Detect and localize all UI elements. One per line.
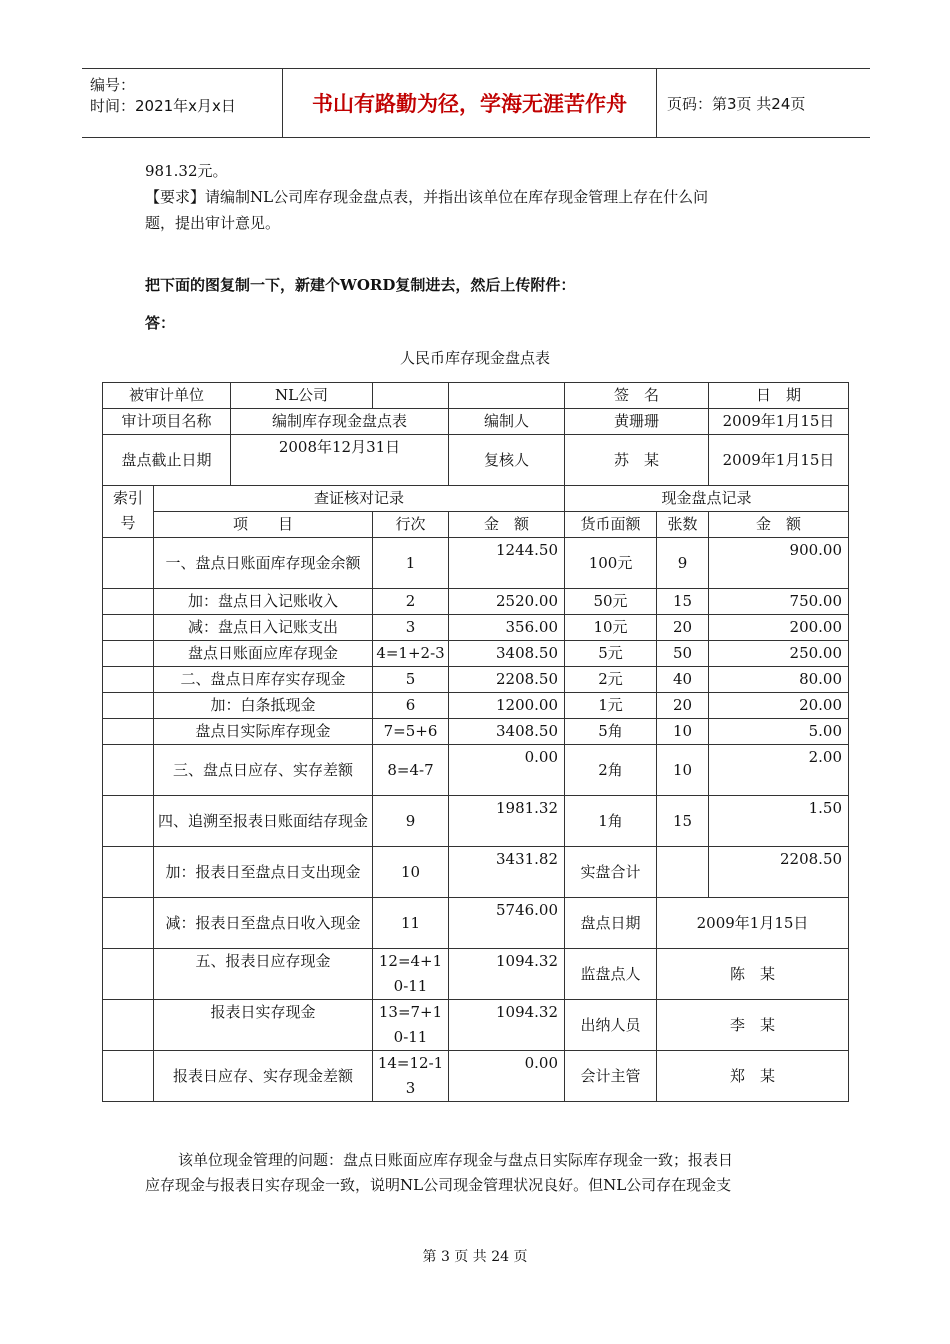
denom-cell: 5元 (565, 641, 657, 667)
index-cell (103, 641, 154, 667)
table-row (103, 1000, 849, 1051)
sheets-cell: 15 (657, 589, 709, 615)
answer-label: 答： (145, 314, 176, 332)
item-cell: 减：报表日至盘点日收入现金 (154, 898, 373, 949)
check-section-label: 查证核对记录 (154, 486, 565, 512)
denom-cell: 1角 (565, 796, 657, 847)
table-row (103, 693, 849, 719)
signoff-label: 会计主管 (565, 1051, 657, 1102)
item-cell: 二、盘点日库存实存现金 (154, 667, 373, 693)
item-cell: 加：盘点日入记账收入 (154, 589, 373, 615)
item-cell: 减：盘点日入记账支出 (154, 615, 373, 641)
item-cell: 报表日实存现金 (154, 1000, 373, 1051)
signoff-value: 李 某 (657, 1000, 849, 1051)
table-row (103, 898, 849, 949)
number-label: 编号： (90, 76, 136, 94)
header-meta (82, 69, 283, 137)
index-cell (103, 847, 154, 898)
table-row (103, 615, 849, 641)
sheets-cell: 20 (657, 615, 709, 641)
amount-cell: 3408.50 (449, 641, 565, 667)
analysis-line-2: 应存现金与报表日实存现金一致，说明NL公司现金管理状况良好。但NL公司存在现金支 (145, 1176, 732, 1194)
sheets-cell: 50 (657, 641, 709, 667)
signoff-value: 郑 某 (657, 1051, 849, 1102)
col-sheets-header: 张数 (657, 512, 709, 538)
header-page-label: 页码：第3页 共24页 (667, 94, 806, 113)
amount-cell: 0.00 (449, 1051, 565, 1102)
signoff-label: 出纳人员 (565, 1000, 657, 1051)
amount2-cell: 1.50 (709, 796, 849, 847)
amount2-cell: 200.00 (709, 615, 849, 641)
line-cell: 2 (373, 589, 449, 615)
index-cell (103, 667, 154, 693)
index-cell (103, 949, 154, 1000)
table-title: 人民币库存现金盘点表 (399, 349, 550, 367)
col-amount-header: 金 额 (449, 512, 565, 538)
time-label: 时间：2021年x月x日 (90, 97, 236, 115)
body-line-2: 【要求】请编制NL公司库存现金盘点表，并指出该单位在库存现金管理上存在什么问 (145, 188, 709, 206)
item-cell: 加：白条抵现金 (154, 693, 373, 719)
signoff-value: 2009年1月15日 (657, 898, 849, 949)
col-line-header: 行次 (373, 512, 449, 538)
reviewer-value: 苏 某 (565, 435, 709, 486)
index-cell (103, 1051, 154, 1102)
analysis-line-1: 该单位现金管理的问题：盘点日账面应库存现金与盘点日实际库存现金一致；报表日 (178, 1151, 734, 1169)
line-cell: 5 (373, 667, 449, 693)
amount2-cell: 80.00 (709, 667, 849, 693)
signoff-label: 盘点日期 (565, 898, 657, 949)
col-denom-header: 货币面额 (565, 512, 657, 538)
table-row (103, 847, 849, 898)
page-footer: 第 3 页 共 24 页 (422, 1249, 528, 1265)
index-cell (103, 538, 154, 589)
table-row (103, 641, 849, 667)
table-row (103, 589, 849, 615)
index-cell (103, 719, 154, 745)
table-row (103, 1051, 849, 1102)
index-cell (103, 898, 154, 949)
amount-cell: 3408.50 (449, 719, 565, 745)
item-cell: 盘点日实际库存现金 (154, 719, 373, 745)
amount-cell: 1981.32 (449, 796, 565, 847)
denom-cell: 100元 (565, 538, 657, 589)
project-label: 审计项目名称 (103, 409, 231, 435)
index-cell (103, 745, 154, 796)
amount2-cell: 5.00 (709, 719, 849, 745)
signoff-value: 陈 某 (657, 949, 849, 1000)
amount2-cell: 900.00 (709, 538, 849, 589)
table-row (103, 667, 849, 693)
body-line-3: 题，提出审计意见。 (145, 214, 281, 232)
total-amount-cell: 2208.50 (709, 847, 849, 898)
col-amount2-header: 金 额 (709, 512, 849, 538)
amount2-cell: 250.00 (709, 641, 849, 667)
item-cell: 五、报表日应存现金 (154, 949, 373, 1000)
date-label: 日 期 (709, 383, 849, 409)
line-cell: 1 (373, 538, 449, 589)
item-cell: 四、追溯至报表日账面结存现金 (154, 796, 373, 847)
amount2-cell: 20.00 (709, 693, 849, 719)
reviewer-label: 复核人 (449, 435, 565, 486)
audited-unit-label: 被审计单位 (103, 383, 231, 409)
instruction-line: 把下面的图复制一下，新建个WORD复制进去，然后上传附件： (145, 276, 576, 294)
denom-cell: 2元 (565, 667, 657, 693)
line-cell: 3 (373, 615, 449, 641)
line-cell: 14=12-13 (373, 1051, 449, 1102)
amount-cell: 1094.32 (449, 949, 565, 1000)
project-value: 编制库存现金盘点表 (231, 409, 449, 435)
denom-cell: 1元 (565, 693, 657, 719)
sheets-cell (657, 847, 709, 898)
line-cell: 7=5+6 (373, 719, 449, 745)
line-cell: 11 (373, 898, 449, 949)
amount-cell: 356.00 (449, 615, 565, 641)
preparer-label: 编制人 (449, 409, 565, 435)
item-cell: 盘点日账面应库存现金 (154, 641, 373, 667)
amount-cell: 5746.00 (449, 898, 565, 949)
amount-cell: 1094.32 (449, 1000, 565, 1051)
blank-cell (449, 383, 565, 409)
amount2-cell: 2.00 (709, 745, 849, 796)
table-row (103, 719, 849, 745)
col-item-header: 项 目 (154, 512, 373, 538)
line-cell: 9 (373, 796, 449, 847)
table-row (103, 538, 849, 589)
sheets-cell: 10 (657, 745, 709, 796)
item-cell: 报表日应存、实存现金差额 (154, 1051, 373, 1102)
preparer-value: 黄珊珊 (565, 409, 709, 435)
amount-cell: 1244.50 (449, 538, 565, 589)
body-line-1: 981.32元。 (145, 162, 228, 180)
index-cell (103, 693, 154, 719)
index-cell (103, 589, 154, 615)
header-motto: 书山有路勤为径，学海无涯苦作舟 (283, 69, 657, 137)
amount2-cell: 750.00 (709, 589, 849, 615)
cutoff-label: 盘点截止日期 (103, 435, 231, 486)
sheets-cell: 9 (657, 538, 709, 589)
page-header (82, 68, 870, 138)
line-cell: 8=4-7 (373, 745, 449, 796)
sheets-cell: 10 (657, 719, 709, 745)
item-cell: 一、盘点日账面库存现金余额 (154, 538, 373, 589)
line-cell: 10 (373, 847, 449, 898)
sheets-cell: 20 (657, 693, 709, 719)
cutoff-value: 2008年12月31日 (231, 435, 449, 486)
count-section-label: 现金盘点记录 (565, 486, 849, 512)
line-cell: 12=4+10-11 (373, 949, 449, 1000)
preparer-date: 2009年1月15日 (709, 409, 849, 435)
index-cell (103, 1000, 154, 1051)
table-row (103, 745, 849, 796)
sign-label: 签 名 (565, 383, 709, 409)
item-cell: 三、盘点日应存、实存差额 (154, 745, 373, 796)
table-row (103, 949, 849, 1000)
table-row (103, 796, 849, 847)
audited-unit-value: NL公司 (231, 383, 373, 409)
line-cell: 4=1+2-3 (373, 641, 449, 667)
index-label: 索引号 (103, 486, 154, 538)
amount-cell: 0.00 (449, 745, 565, 796)
amount-cell: 2208.50 (449, 667, 565, 693)
reviewer-date: 2009年1月15日 (709, 435, 849, 486)
amount-cell: 3431.82 (449, 847, 565, 898)
cash-count-table (102, 382, 849, 1102)
denom-cell: 2角 (565, 745, 657, 796)
index-cell (103, 796, 154, 847)
denom-cell: 10元 (565, 615, 657, 641)
amount-cell: 1200.00 (449, 693, 565, 719)
line-cell: 13=7+10-11 (373, 1000, 449, 1051)
amount-cell: 2520.00 (449, 589, 565, 615)
total-label-cell: 实盘合计 (565, 847, 657, 898)
sheets-cell: 40 (657, 667, 709, 693)
sheets-cell: 15 (657, 796, 709, 847)
signoff-label: 监盘点人 (565, 949, 657, 1000)
item-cell: 加：报表日至盘点日支出现金 (154, 847, 373, 898)
denom-cell: 50元 (565, 589, 657, 615)
denom-cell: 5角 (565, 719, 657, 745)
index-cell (103, 615, 154, 641)
blank-cell (373, 383, 449, 409)
line-cell: 6 (373, 693, 449, 719)
